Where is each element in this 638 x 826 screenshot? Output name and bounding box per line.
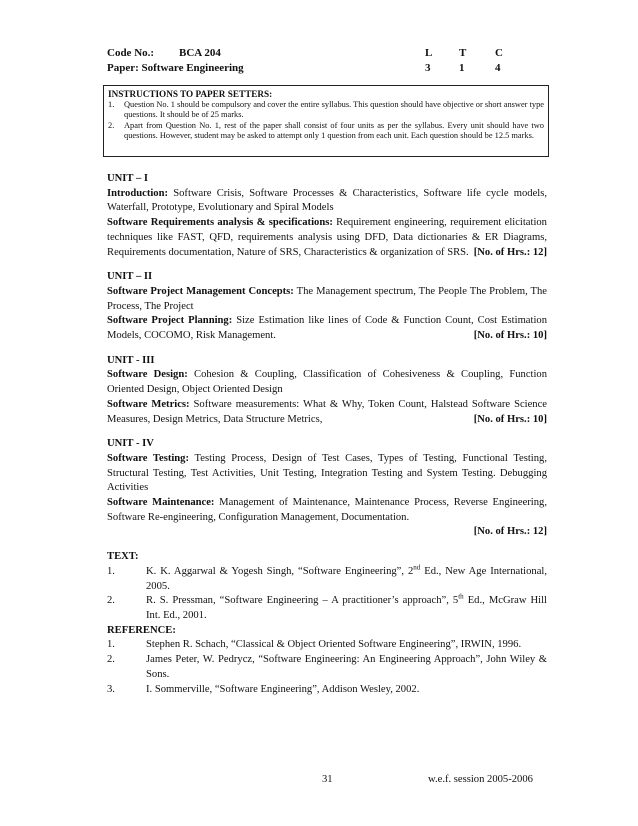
lecture-value: 3 xyxy=(425,61,431,74)
text-citation-rest: Ed., McGraw Hill Int. Ed., 2001. xyxy=(146,595,547,621)
course-header xyxy=(107,46,547,75)
unit-paragraph xyxy=(107,452,547,496)
tutorial-value: 1 xyxy=(459,61,465,74)
text-heading: TEXT: xyxy=(107,551,139,563)
instruction-number: 2. xyxy=(108,120,115,130)
tutorial-label: T xyxy=(459,47,467,59)
text-item xyxy=(107,565,547,594)
credits-label: C xyxy=(495,47,503,59)
unit-title: UNIT – II xyxy=(107,271,153,283)
reference-text: I. Sommerville, “Software Engineering”, Addison Wesley, 2002. xyxy=(146,683,420,695)
syllabus-content xyxy=(107,172,547,697)
topic-text: Cohesion & Coupling, Classification of Cohesiveness & Coupling, Function Oriented Design, Object Oriented Design xyxy=(107,369,547,396)
topic-heading: Software Design: xyxy=(107,369,188,381)
lecture-label: L xyxy=(425,47,433,59)
topic-heading: Introduction: xyxy=(107,187,169,199)
topic-heading: Software Project Planning: xyxy=(107,315,233,327)
unit-paragraph xyxy=(107,398,547,427)
topic-text: Software measurements: What & Why, Token Count, Halstead Software Science Measures, Design Metrics, Data Structure Metrics, xyxy=(107,398,548,425)
instruction-text: Apart from Question No. 1, rest of the paper shall consist of four units as per the syllabus. Every unit should have two questions. However, student may be asked to attempt only 1 question from each unit. Each question should be 12.5 marks. xyxy=(124,120,544,141)
text-citation: K. K. Aggarwal & Yogesh Singh, “Software Engineering”, 2 xyxy=(146,565,414,577)
instruction-text: Question No. 1 should be compulsory and cover the entire syllabus. This question should have objective or short answer type questions. It should be of 25 marks. xyxy=(124,100,544,120)
text-citation: R. S. Pressman, “Software Engineering – A practitioner’s approach”, 5 xyxy=(146,595,459,607)
topic-text: Software Crisis, Software Processes & Characteristics, Software life cycle models, Waterfall, Prototype, Evolutionary and Spiral Models xyxy=(107,187,547,214)
instructions-title: INSTRUCTIONS TO PAPER SETTERS: xyxy=(108,89,273,99)
unit-paragraph xyxy=(107,496,547,525)
topic-heading: Software Maintenance: xyxy=(107,497,215,509)
topic-heading: Software Metrics: xyxy=(107,398,190,410)
text-ordinal: nd xyxy=(413,563,421,572)
unit-paragraph xyxy=(107,314,547,343)
reference-heading: REFERENCE: xyxy=(107,624,176,636)
text-item xyxy=(107,594,547,623)
topic-heading: Software Testing: xyxy=(107,452,190,464)
reference-item xyxy=(107,653,547,682)
topic-text: Management of Maintenance, Maintenance Process, Reverse Engineering, Software Re-engineering, Configuration Management, Documentation. xyxy=(107,497,547,523)
credits-value: 4 xyxy=(495,61,501,74)
code-label: Code No.: xyxy=(107,47,155,59)
topic-text: Requirement engineering, requirement elicitation techniques like FAST, QFD, requirements analysis using DFD, Data dictionaries & ER Diagrams, Requirements documentation, Nature of SRS, Characteristics & organization of SRS. xyxy=(107,217,547,258)
reference-item xyxy=(107,683,547,698)
session-label: w.e.f. session 2005-2006 xyxy=(428,774,533,785)
instructions-box xyxy=(103,85,549,157)
topic-heading: Software Project Management Concepts: xyxy=(107,285,294,297)
instruction-number: 1. xyxy=(108,100,115,109)
reference-number: 3. xyxy=(107,683,115,695)
topic-text: Size Estimation like lines of Code & Function Count, Cost Estimation Models, COCOMO, Risk Management. xyxy=(107,315,547,342)
instruction-item xyxy=(108,121,544,142)
code-value: BCA 204 xyxy=(179,47,221,59)
text-number: 2. xyxy=(107,595,115,607)
unit-paragraph xyxy=(107,216,547,260)
unit-title: UNIT - IV xyxy=(107,438,154,450)
paper-title: Paper: Software Engineering xyxy=(107,61,244,74)
reference-item xyxy=(107,638,547,653)
text-ordinal: th xyxy=(458,592,464,601)
reference-text: Stephen R. Schach, “Classical & Object Oriented Software Engineering”, IRWIN, 1996. xyxy=(146,639,522,651)
topic-text: Testing Process, Design of Test Cases, Types of Testing, Functional Testing, Structural Testing, Test Activities, Unit Testing, Integration Testing and System Testing. Debugging Activities xyxy=(107,452,547,494)
topic-text: The Management spectrum, The People The Problem, The Process, The Project xyxy=(107,285,547,312)
text-number: 1. xyxy=(107,565,115,577)
unit-title: UNIT - III xyxy=(107,354,155,366)
hours-label: [No. of Hrs.: 12] xyxy=(473,246,547,258)
unit-paragraph xyxy=(107,187,547,216)
unit-title: UNIT – I xyxy=(107,173,149,184)
hours-label: [No. of Hrs.: 12] xyxy=(473,526,547,538)
reference-text: James Peter, W. Pedrycz, “Software Engineering: An Engineering Approach”, John Wiley & Sons. xyxy=(146,654,547,680)
reference-number: 1. xyxy=(107,639,115,651)
hours-row xyxy=(107,525,547,540)
unit-paragraph xyxy=(107,368,547,397)
hours-label: [No. of Hrs.: 10] xyxy=(473,330,547,342)
hours-label: [No. of Hrs.: 10] xyxy=(473,413,547,425)
instruction-item xyxy=(108,100,544,121)
unit-paragraph xyxy=(107,285,547,314)
text-citation-rest: Ed., New Age International, 2005. xyxy=(146,565,547,592)
page-number: 31 xyxy=(322,774,333,785)
reference-number: 2. xyxy=(107,654,115,666)
topic-heading: Software Requirements analysis & specifications: xyxy=(107,217,333,229)
